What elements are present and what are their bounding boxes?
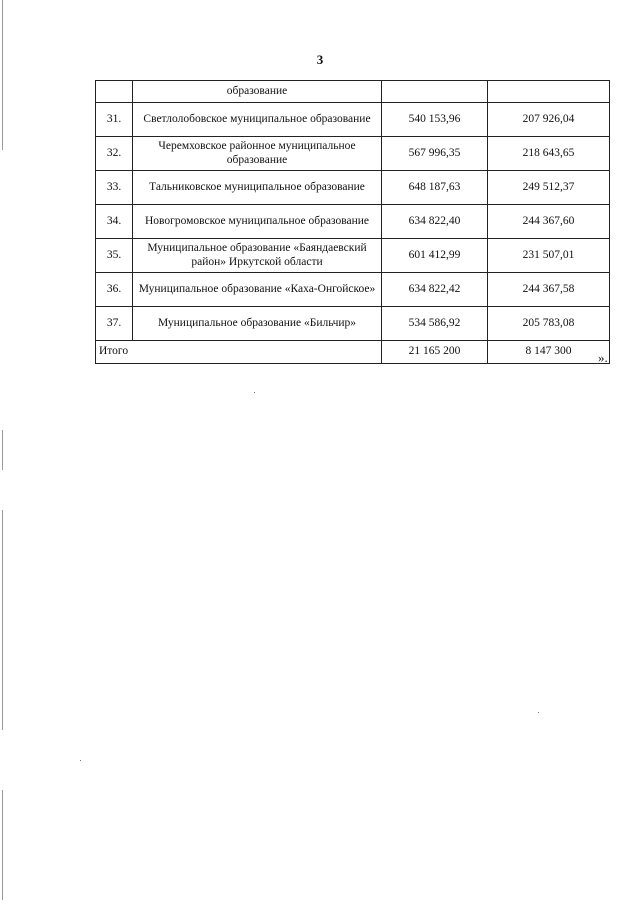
cell-num: 36. <box>96 273 133 307</box>
scan-edge-line <box>2 790 3 900</box>
scan-speck <box>538 712 539 713</box>
table-row-total <box>96 341 610 364</box>
cell-name: образование <box>133 81 382 103</box>
scan-speck <box>254 392 255 393</box>
allocation-table <box>95 80 610 364</box>
cell-value-1: 648 187,63 <box>382 171 488 205</box>
table-row <box>96 239 610 273</box>
cell-value-1 <box>382 81 488 103</box>
cell-name: Муниципальное образование «Баяндаевский район» Иркутской области <box>133 239 382 273</box>
scan-edge-line <box>2 510 3 730</box>
cell-value-1: 601 412,99 <box>382 239 488 273</box>
cell-num: 34. <box>96 205 133 239</box>
scan-speck <box>80 760 81 761</box>
cell-value-2: 244 367,60 <box>488 205 610 239</box>
cell-value-2: 244 367,58 <box>488 273 610 307</box>
cell-num: 32. <box>96 137 133 171</box>
scan-edge-line <box>2 430 3 470</box>
cell-value-1: 634 822,40 <box>382 205 488 239</box>
table-row <box>96 103 610 137</box>
cell-value-2: 231 507,01 <box>488 239 610 273</box>
cell-num: 31. <box>96 103 133 137</box>
cell-num: 37. <box>96 307 133 341</box>
cell-name: Новогромовское муниципальное образование <box>133 205 382 239</box>
cell-value-2: 205 783,08 <box>488 307 610 341</box>
scan-edge-line <box>2 0 3 150</box>
table-row-continuation <box>96 81 610 103</box>
total-label: Итого <box>96 341 382 364</box>
cell-name: Муниципальное образование «Бильчир» <box>133 307 382 341</box>
closing-quote-mark: ». <box>598 350 608 365</box>
cell-num <box>96 81 133 103</box>
cell-value-1: 567 996,35 <box>382 137 488 171</box>
cell-name: Тальниковское муниципальное образование <box>133 171 382 205</box>
total-value-1: 21 165 200 <box>382 341 488 364</box>
cell-name: Светлолобовское муниципальное образование <box>133 103 382 137</box>
table-row <box>96 205 610 239</box>
cell-name: Черемховское районное муниципальное образование <box>133 137 382 171</box>
cell-value-1: 634 822,42 <box>382 273 488 307</box>
table-row <box>96 171 610 205</box>
cell-value-1: 534 586,92 <box>382 307 488 341</box>
page-number: 3 <box>316 52 324 67</box>
cell-value-2 <box>488 81 610 103</box>
table-row <box>96 137 610 171</box>
cell-value-2: 249 512,37 <box>488 171 610 205</box>
cell-num: 33. <box>96 171 133 205</box>
cell-value-2: 207 926,04 <box>488 103 610 137</box>
cell-num: 35. <box>96 239 133 273</box>
cell-name: Муниципальное образование «Каха-Онгойское» <box>133 273 382 307</box>
table-row <box>96 307 610 341</box>
cell-value-1: 540 153,96 <box>382 103 488 137</box>
total-value-2: 8 147 300 <box>488 341 610 364</box>
table-row <box>96 273 610 307</box>
cell-value-2: 218 643,65 <box>488 137 610 171</box>
